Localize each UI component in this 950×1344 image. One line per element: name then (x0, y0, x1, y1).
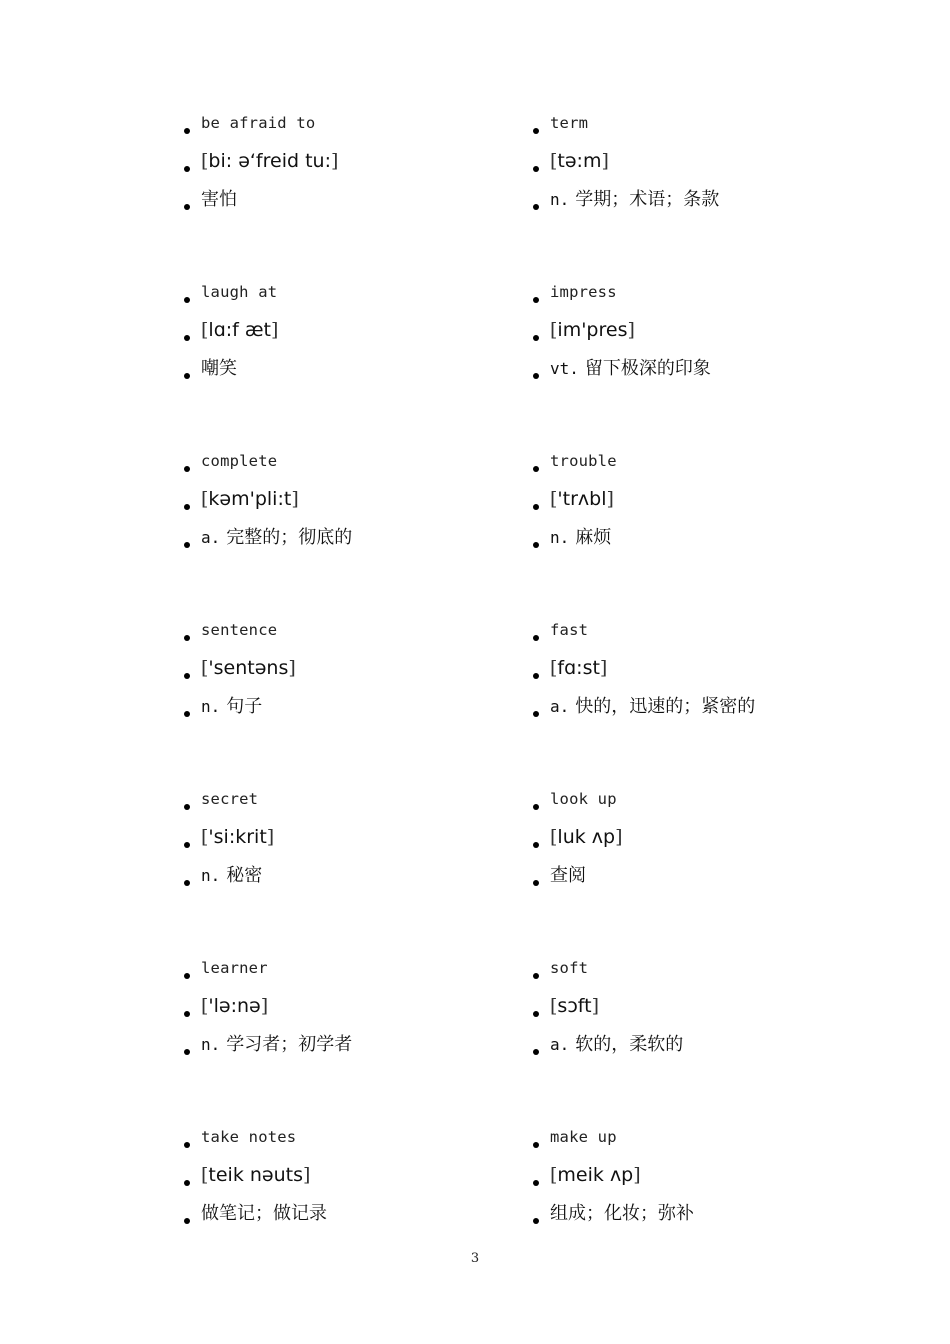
vocab-entry (184, 952, 514, 1066)
phonetic-line (184, 652, 514, 690)
bullet-icon (184, 804, 190, 810)
phonetic-text: ['trʌbl] (550, 488, 614, 510)
meaning-text: a. 完整的；彻底的 (201, 527, 353, 548)
bullet-icon (184, 673, 190, 679)
bullet-icon (184, 973, 190, 979)
bullet-icon (533, 128, 539, 134)
meaning-line (184, 859, 514, 897)
phonetic-text: [meik ʌp] (550, 1164, 641, 1186)
bullet-icon (184, 504, 190, 510)
bullet-icon (533, 204, 539, 210)
phonetic-line (533, 652, 863, 690)
word-text: soft (550, 959, 589, 977)
bullet-icon (184, 1011, 190, 1017)
word-line (533, 445, 863, 483)
part-of-speech: a. (550, 697, 570, 716)
vocab-entry (184, 614, 514, 728)
word-line (533, 952, 863, 990)
word-line (184, 1121, 514, 1159)
phonetic-line (184, 314, 514, 352)
bullet-icon (184, 711, 190, 717)
bullet-icon (184, 373, 190, 379)
bullet-icon (184, 297, 190, 303)
word-line (533, 107, 863, 145)
word-text: secret (201, 790, 259, 808)
part-of-speech: a. (550, 1035, 570, 1054)
phonetic-text: [lɑ:f æt] (201, 319, 279, 341)
vocab-entry (533, 1121, 863, 1235)
bullet-icon (533, 1011, 539, 1017)
bullet-icon (184, 335, 190, 341)
word-text: trouble (550, 452, 617, 470)
phonetic-text: [im'pres] (550, 319, 635, 341)
phonetic-text: [sɔft] (550, 995, 599, 1017)
word-line (533, 1121, 863, 1159)
phonetic-text: [tə:m] (550, 150, 609, 172)
bullet-icon (533, 673, 539, 679)
phonetic-line (533, 145, 863, 183)
phonetic-line (533, 314, 863, 352)
word-line (184, 276, 514, 314)
word-line (533, 614, 863, 652)
meaning-text: 害怕 (201, 189, 237, 210)
word-text: make up (550, 1128, 617, 1146)
vocab-entry (533, 614, 863, 728)
word-text: fast (550, 621, 589, 639)
word-text: complete (201, 452, 278, 470)
phonetic-text: [fɑ:st] (550, 657, 608, 679)
phonetic-line (533, 1159, 863, 1197)
phonetic-text: [luk ʌp] (550, 826, 623, 848)
part-of-speech: vt. (550, 359, 579, 378)
meaning-line (184, 690, 514, 728)
bullet-icon (184, 128, 190, 134)
part-of-speech: n. (201, 697, 221, 716)
vocab-entry (184, 783, 514, 897)
meaning-text: n. 学习者；初学者 (201, 1034, 353, 1055)
meaning-text: n. 学期；术语；条款 (550, 189, 720, 210)
part-of-speech: n. (201, 1035, 221, 1054)
vocab-entry (533, 107, 863, 221)
meaning-line (184, 183, 514, 221)
meaning-text: 做笔记；做记录 (201, 1203, 327, 1224)
meaning-text: 查阅 (550, 865, 586, 886)
meaning-line (533, 690, 863, 728)
phonetic-line (184, 1159, 514, 1197)
part-of-speech: a. (201, 528, 221, 547)
bullet-icon (184, 1180, 190, 1186)
bullet-icon (533, 1180, 539, 1186)
meaning-line (533, 1028, 863, 1066)
bullet-icon (533, 466, 539, 472)
bullet-icon (533, 973, 539, 979)
bullet-icon (533, 373, 539, 379)
phonetic-line (533, 483, 863, 521)
bullet-icon (184, 1142, 190, 1148)
vocab-entry (184, 1121, 514, 1235)
word-line (184, 952, 514, 990)
word-text: impress (550, 283, 617, 301)
bullet-icon (184, 880, 190, 886)
bullet-icon (533, 297, 539, 303)
meaning-line (184, 1028, 514, 1066)
phonetic-line (184, 483, 514, 521)
meaning-line (533, 859, 863, 897)
meaning-line (533, 1197, 863, 1235)
bullet-icon (184, 635, 190, 641)
meaning-text: n. 秘密 (201, 865, 263, 886)
bullet-icon (184, 1218, 190, 1224)
word-text: look up (550, 790, 617, 808)
meaning-line (533, 183, 863, 221)
vocab-entry (184, 276, 514, 390)
bullet-icon (184, 542, 190, 548)
bullet-icon (533, 880, 539, 886)
part-of-speech: n. (550, 528, 570, 547)
meaning-text: n. 句子 (201, 696, 263, 717)
phonetic-line (533, 821, 863, 859)
meaning-text: a. 软的，柔软的 (550, 1034, 684, 1055)
meaning-line (184, 1197, 514, 1235)
phonetic-text: [teik nəuts] (201, 1164, 311, 1186)
meaning-line (533, 521, 863, 559)
phonetic-line (184, 145, 514, 183)
bullet-icon (533, 166, 539, 172)
bullet-icon (533, 842, 539, 848)
vocab-entry (533, 445, 863, 559)
part-of-speech: n. (550, 190, 570, 209)
phonetic-text: [bi: ə‘freid tu:] (201, 150, 339, 172)
meaning-text: a. 快的，迅速的；紧密的 (550, 696, 756, 717)
meaning-line (184, 352, 514, 390)
word-line (184, 445, 514, 483)
bullet-icon (184, 1049, 190, 1055)
vocab-entry (533, 952, 863, 1066)
word-text: take notes (201, 1128, 297, 1146)
word-line (184, 783, 514, 821)
phonetic-line (184, 821, 514, 859)
meaning-text: 组成；化妆；弥补 (550, 1203, 694, 1224)
bullet-icon (184, 166, 190, 172)
bullet-icon (533, 1142, 539, 1148)
phonetic-text: ['sentəns] (201, 657, 296, 679)
bullet-icon (533, 711, 539, 717)
word-line (533, 783, 863, 821)
vocab-entry (184, 107, 514, 221)
vocab-entry (533, 783, 863, 897)
phonetic-text: [kəm'pli:t] (201, 488, 299, 510)
phonetic-text: ['lə:nə] (201, 995, 269, 1017)
word-line (533, 276, 863, 314)
bullet-icon (533, 504, 539, 510)
meaning-line (184, 521, 514, 559)
word-text: be afraid to (201, 114, 316, 132)
page-number: 3 (470, 1251, 480, 1266)
word-text: sentence (201, 621, 278, 639)
meaning-text: n. 麻烦 (550, 527, 612, 548)
meaning-text: vt. 留下极深的印象 (550, 358, 711, 379)
word-text: term (550, 114, 589, 132)
phonetic-text: ['si:krit] (201, 826, 275, 848)
word-text: learner (201, 959, 268, 977)
vocab-entry (533, 276, 863, 390)
bullet-icon (533, 335, 539, 341)
bullet-icon (533, 1218, 539, 1224)
phonetic-line (533, 990, 863, 1028)
bullet-icon (184, 466, 190, 472)
part-of-speech: n. (201, 866, 221, 885)
word-line (184, 614, 514, 652)
bullet-icon (533, 1049, 539, 1055)
meaning-text: 嘲笑 (201, 358, 237, 379)
bullet-icon (184, 204, 190, 210)
meaning-line (533, 352, 863, 390)
phonetic-line (184, 990, 514, 1028)
bullet-icon (184, 842, 190, 848)
vocab-entry (184, 445, 514, 559)
bullet-icon (533, 542, 539, 548)
word-line (184, 107, 514, 145)
word-text: laugh at (201, 283, 278, 301)
bullet-icon (533, 804, 539, 810)
bullet-icon (533, 635, 539, 641)
